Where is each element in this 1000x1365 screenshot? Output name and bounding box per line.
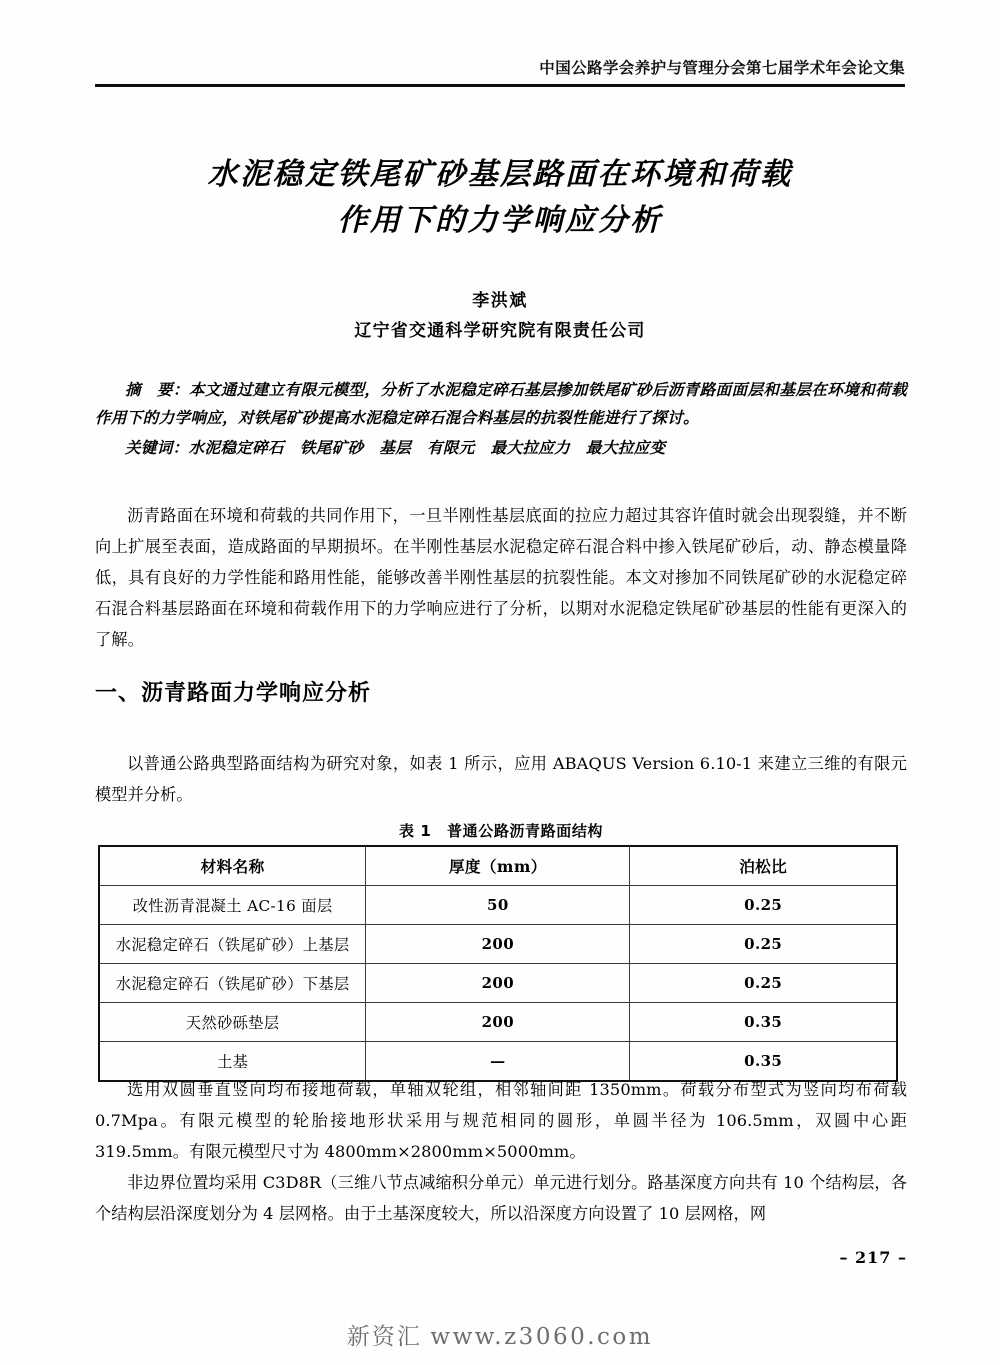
abstract-block <box>95 376 907 461</box>
author-name: 李洪斌 <box>472 291 528 311</box>
keywords-paragraph <box>95 434 907 462</box>
cell-poisson: 0.35 <box>630 1042 897 1082</box>
table-header-poisson: 泊松比 <box>630 846 897 886</box>
cell-thickness: 50 <box>366 886 630 925</box>
section-heading-1: 一、沥青路面力学响应分析 <box>95 681 372 706</box>
cell-material: 天然砂砾垫层 <box>99 1003 366 1042</box>
body-paragraph-1: 沥青路面在环境和荷载的共同作用下，一旦半刚性基层底面的拉应力超过其容许值时就会出现裂缝，并不断向上扩展至表面，造成路面的早期损坏。在半刚性基层水泥稳定碎石混合料中掺入铁尾矿砂后，动、静态模量降低，具有良好的力学性能和路用性能，能够改善半刚性基层的抗裂性能。本文对掺加不同铁尾矿砂的水泥稳定碎石混合料基层路面在环境和荷载作用下的力学响应进行了分析，以期对水泥稳定铁尾矿砂基层的性能有更深入的了解。 <box>95 506 907 650</box>
footer-watermark <box>0 1318 1000 1351</box>
page-title <box>100 152 900 243</box>
cell-material: 水泥稳定碎石（铁尾矿砂）下基层 <box>99 964 366 1003</box>
cell-thickness: — <box>366 1042 630 1082</box>
watermark-url: www.z3060.com <box>430 1324 654 1350</box>
table-row <box>99 886 897 925</box>
table-header-row <box>99 846 897 886</box>
abstract-text: 本文通过建立有限元模型，分析了水泥稳定碎石基层掺加铁尾矿砂后沥青路面面层和基层在环境和荷载作用下的力学响应，对铁尾矿砂提高水泥稳定碎石混合料基层的抗裂性能进行了探讨。 <box>95 380 907 427</box>
cell-material: 土基 <box>99 1042 366 1082</box>
cell-thickness: 200 <box>366 964 630 1003</box>
body-paragraph-2: 以普通公路典型路面结构为研究对象，如表 1 所示，应用 ABAQUS Version 6.10-1 来建立三维的有限元模型并分析。 <box>95 754 907 805</box>
cell-poisson: 0.25 <box>630 925 897 964</box>
abstract-label: 摘 要： <box>125 380 189 399</box>
watermark-brand: 新资汇 <box>346 1324 422 1350</box>
table-caption: 表 1 普通公路沥青路面结构 <box>398 822 604 840</box>
cell-poisson: 0.25 <box>630 886 897 925</box>
pavement-structure-table <box>98 845 898 1082</box>
author-block <box>100 288 900 347</box>
body-paragraph-3: 选用双圆垂直竖向均布接地荷载，单轴双轮组，相邻轴间距 1350mm。荷载分布型式为竖向均布荷载 0.7Mpa。有限元模型的轮胎接地形状采用与规范相同的圆形，单圆半径为 106.5mm，双圆中心距 319.5mm。有限元模型尺寸为 4800mm×2800mm×5000mm。 <box>95 1080 907 1162</box>
body-block-3 <box>95 1074 907 1230</box>
cell-thickness: 200 <box>366 925 630 964</box>
table-row <box>99 964 897 1003</box>
body-block-1 <box>95 500 907 656</box>
cell-thickness: 200 <box>366 1003 630 1042</box>
table-header-thickness: 厚度（mm） <box>366 846 630 886</box>
author-affiliation: 辽宁省交通科学研究院有限责任公司 <box>354 321 646 342</box>
table-header-material: 材料名称 <box>99 846 366 886</box>
table-row <box>99 1003 897 1042</box>
title-line-2: 作用下的力学响应分析 <box>337 202 663 238</box>
cell-poisson: 0.25 <box>630 964 897 1003</box>
page-number: – 217 – <box>839 1248 907 1267</box>
keywords-list: 水泥稳定碎石 铁尾矿砂 基层 有限元 最大拉应力 最大拉应变 <box>188 437 666 457</box>
table-row <box>99 925 897 964</box>
keywords-label: 关键词： <box>125 437 189 457</box>
page-header <box>95 58 905 87</box>
cell-material: 水泥稳定碎石（铁尾矿砂）上基层 <box>99 925 366 964</box>
title-line-1: 水泥稳定铁尾矿砂基层路面在环境和荷载 <box>207 157 793 192</box>
abstract-paragraph <box>95 376 907 432</box>
running-title: 中国公路学会养护与管理分会第七届学术年会论文集 <box>539 59 905 77</box>
cell-poisson: 0.35 <box>630 1003 897 1042</box>
body-block-2 <box>95 748 907 810</box>
body-paragraph-4: 非边界位置均采用 C3D8R（三维八节点减缩积分单元）单元进行划分。路基深度方向共有 10 个结构层，各个结构层沿深度划分为 4 层网格。由于土基深度较大，所以沿深度方向设置了 10 层网格，网 <box>95 1173 907 1224</box>
cell-material: 改性沥青混凝土 AC-16 面层 <box>99 886 366 925</box>
header-rule <box>95 84 905 87</box>
